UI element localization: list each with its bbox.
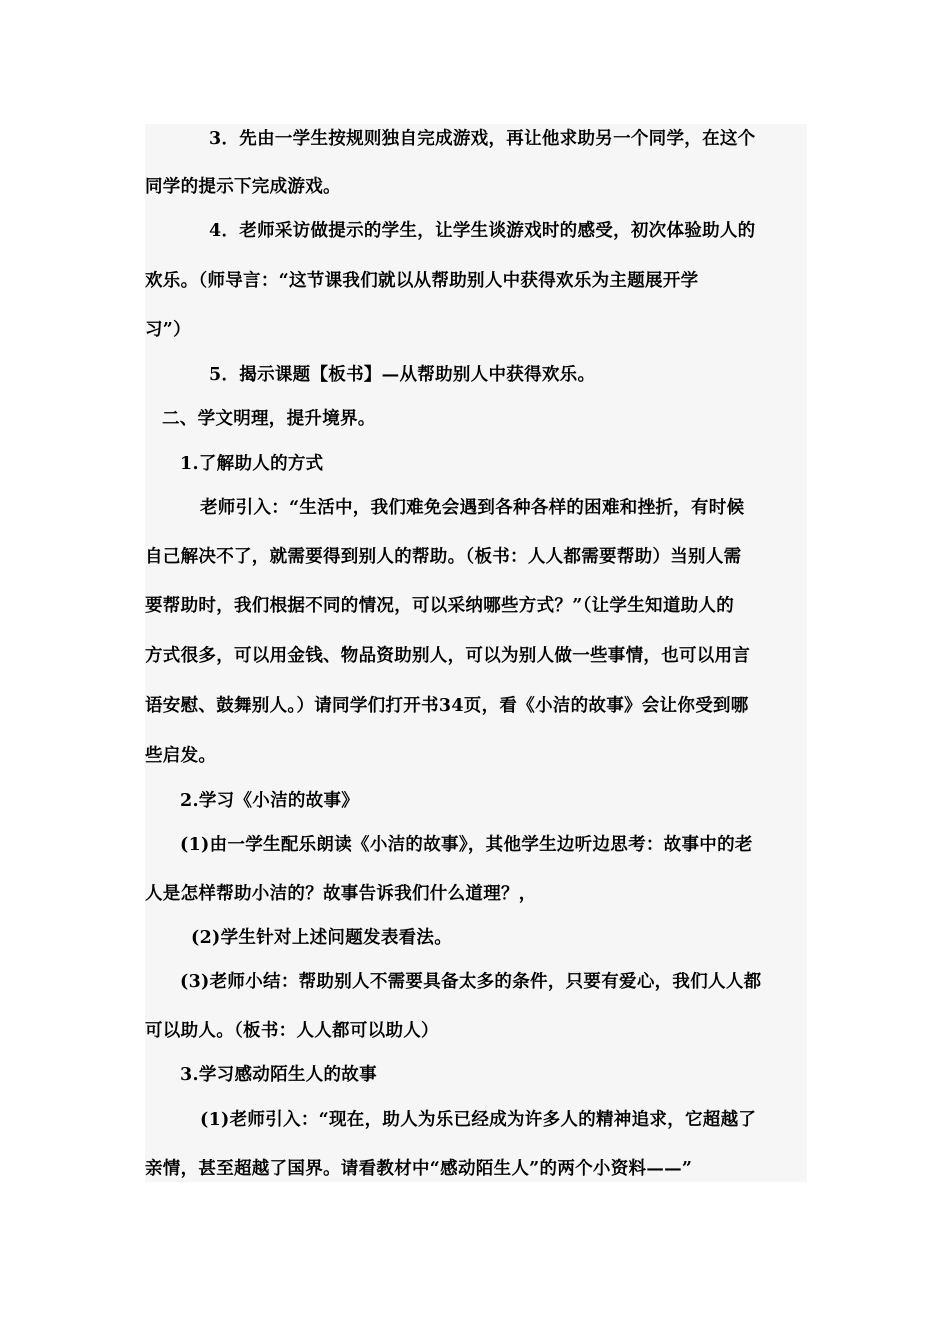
paragraph-line-19: (3)老师小结：帮助别人不需要具备太多的条件，只要有爱心，我们人人都 <box>180 972 762 992</box>
paragraph-line-6: 5．揭示课题【板书】—从帮助别人中获得欢乐。 <box>209 365 596 385</box>
section-heading-2: 二、学文明理，提升境界。 <box>162 409 376 429</box>
paragraph-line-1: 3．先由一学生按规则独自完成游戏，再让他求助另一个同学，在这个 <box>209 129 756 149</box>
paragraph-line-17: 人是怎样帮助小洁的？故事告诉我们什么道理？， <box>145 884 537 904</box>
subsection-heading-3: 3.学习感动陌生人的故事 <box>180 1065 377 1085</box>
subsection-heading-2: 2.学习《小洁的故事》 <box>180 791 360 811</box>
paragraph-line-23: 亲情，甚至超越了国界。请看教材中“感动陌生人”的两个小资料——” <box>145 1159 693 1179</box>
paragraph-line-18: (2)学生针对上述问题发表看法。 <box>191 928 453 948</box>
paragraph-line-12: 方式很多，可以用金钱、物品资助别人，可以为别人做一些事情，也可以用言 <box>145 646 751 666</box>
paragraph-line-14: 些启发。 <box>145 746 217 766</box>
paragraph-line-5: 习”） <box>145 320 191 340</box>
paragraph-line-2: 同学的提示下完成游戏。 <box>145 177 341 197</box>
paragraph-line-3: 4．老师采访做提示的学生，让学生谈游戏时的感受，初次体验助人的 <box>209 221 756 241</box>
paragraph-line-10: 自己解决不了，就需要得到别人的帮助。（板书：人人都需要帮助）当别人需 <box>145 547 742 567</box>
subsection-heading-1: 1.了解助人的方式 <box>180 454 324 474</box>
paragraph-line-9: 老师引入：“生活中，我们难免会遇到各种各样的困难和挫折，有时候 <box>200 498 745 518</box>
paragraph-line-20: 可以助人。（板书：人人都可以助人） <box>145 1021 439 1041</box>
paragraph-line-11: 要帮助时，我们根据不同的情况，可以采纳哪些方式？”（让学生知道助人的 <box>145 596 735 616</box>
paragraph-line-16: (1)由一学生配乐朗读《小洁的故事》，其他学生边听边思考：故事中的老 <box>180 835 753 855</box>
paragraph-line-4: 欢乐。（师导言：“这节课我们就以从帮助别人中获得欢乐为主题展开学 <box>145 271 699 291</box>
paragraph-line-22: (1)老师引入：“现在，助人为乐已经成为许多人的精神追求，它超越了 <box>200 1110 757 1130</box>
paragraph-line-13: 语安慰、鼓舞别人。）请同学们打开书34页，看《小洁的故事》会让你受到哪 <box>145 696 749 716</box>
